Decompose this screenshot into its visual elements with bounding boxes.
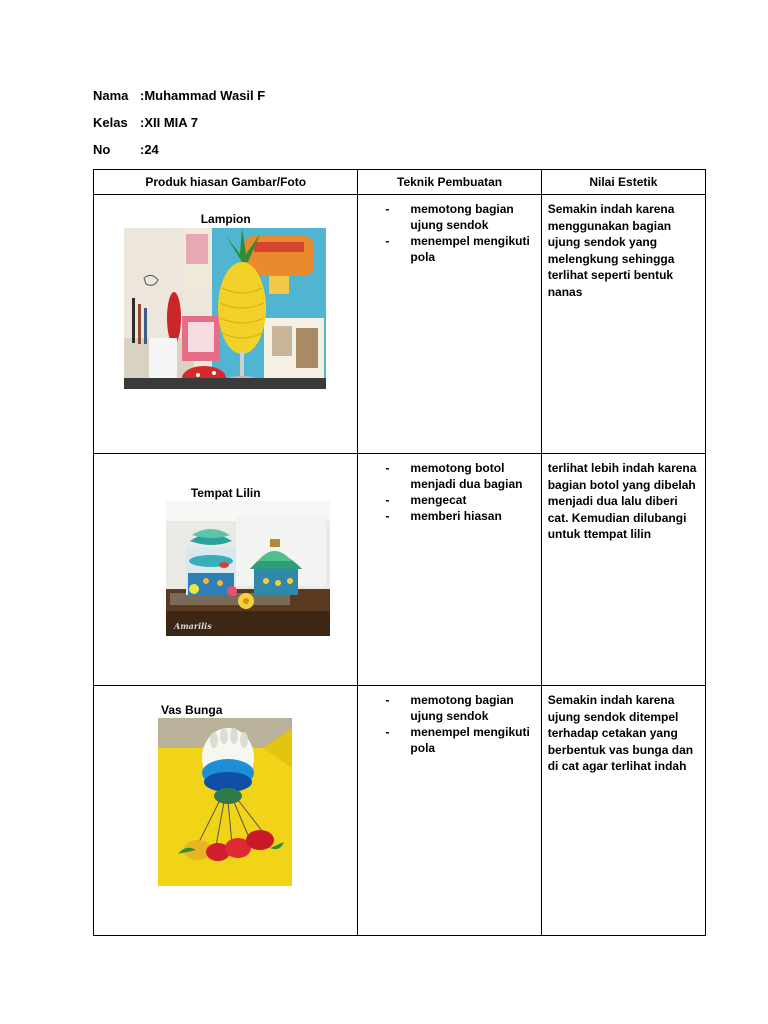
nama-label: Nama [93,88,129,103]
aesthetic-text: terlihat lebih indah karena bagian botol yang dibelah menjadi dua lalu diberi cat. Kemudian dilubangi untuk ttempat lilin [547,461,697,541]
no-value: :24 [140,142,159,157]
column-header: Nilai Estetik [541,170,705,195]
aesthetic-cell [541,686,705,936]
list-item: - memotong botol menjadi dua bagian [385,461,523,491]
product-cell [94,686,358,936]
table-row [94,686,706,936]
lampion-photo [124,228,326,389]
list-item: - memberi hiasan [385,509,502,523]
tempat-lilin-image [166,501,330,636]
aesthetic-text: Semakin indah karena ujung sendok ditempel terhadap cetakan yang berbentuk vas bunga dan di cat agar terlihat indah [547,693,694,773]
list-item: - menempel mengikuti pola [385,725,530,755]
kelas-row [93,115,198,130]
tempat-lilin-photo [166,501,330,636]
product-name: Tempat Lilin [190,486,261,500]
technique-cell [358,686,541,936]
technique-list [358,195,540,265]
product-table [93,169,706,936]
list-item: - memotong bagian ujung sendok [385,693,514,723]
column-header: Produk hiasan Gambar/Foto [94,170,358,195]
technique-cell [358,454,541,686]
aesthetic-cell [541,195,705,454]
kelas-value: :XII MIA 7 [140,115,199,130]
nama-value: :Muhammad Wasil F [140,88,266,103]
nama-row [93,88,265,103]
no-label: No [93,142,111,157]
no-row [93,142,159,157]
photo-watermark: Amarilis [174,621,212,631]
list-item: - menempel mengikuti pola [385,234,530,264]
lampion-image [124,228,326,389]
technique-cell [358,195,541,454]
table-header-row [94,170,706,195]
technique-list [358,454,540,524]
product-cell [94,195,358,454]
table-row [94,195,706,454]
table-row [94,454,706,686]
vas-bunga-photo [158,718,292,886]
technique-list [358,686,540,756]
product-name: Vas Bunga [161,703,223,717]
kelas-label: Kelas [93,115,128,130]
list-item: - memotong bagian ujung sendok [385,202,514,232]
vas-bunga-image [158,718,292,886]
aesthetic-text: Semakin indah karena menggunakan bagian ujung sendok yang melengkung sehingga terlihat seperti bentuk nanas [547,202,675,299]
product-cell [94,454,358,686]
product-name: Lampion [200,212,251,226]
aesthetic-cell [541,454,705,686]
list-item: - mengecat [385,493,467,507]
column-header: Teknik Pembuatan [358,170,541,195]
